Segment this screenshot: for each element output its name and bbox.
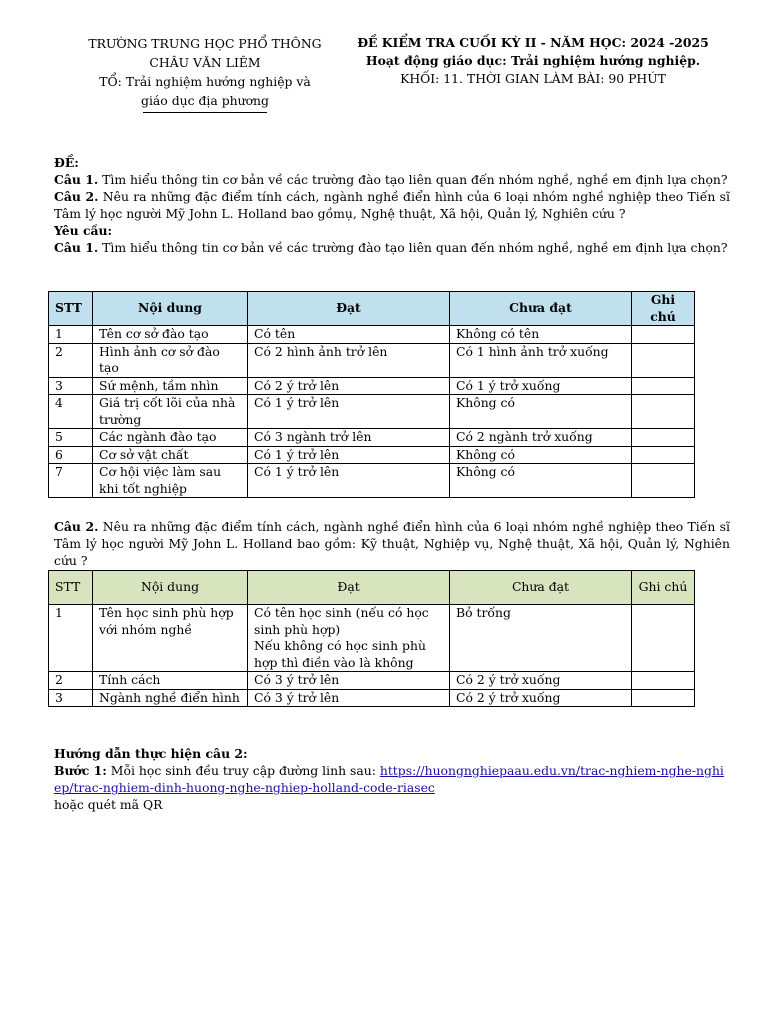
- table-row: [49, 464, 695, 498]
- table-cell: Có 3 ý trở lên: [248, 689, 450, 707]
- table2-header-row: [49, 571, 695, 605]
- table-cell: Có tên: [248, 326, 450, 344]
- step1-text: Mỗi học sinh đều truy cập đường linh sau:: [106, 763, 380, 778]
- table-cell: Có 1 ý trở lên: [248, 395, 450, 429]
- table-cell: 1: [49, 326, 93, 344]
- table-cell: Sứ mệnh, tầm nhìn: [93, 377, 248, 395]
- table-cell: Ngành nghề điển hình: [93, 689, 248, 707]
- table-cell: Không có tên: [450, 326, 632, 344]
- table2-header-fail: Chưa đạt: [450, 571, 632, 605]
- de-q1-label: Câu 1.: [54, 172, 99, 187]
- criteria-table-2: [48, 570, 695, 707]
- table1-header-fail: Chưa đạt: [450, 292, 632, 326]
- department-line2: giáo dục địa phương: [141, 93, 269, 108]
- table-row: [49, 446, 695, 464]
- table-cell: [632, 326, 695, 344]
- step1-label: Bước 1:: [54, 763, 107, 778]
- table-cell: 7: [49, 464, 93, 498]
- school-name-line2: CHÂU VĂN LIÊM: [149, 55, 261, 70]
- table-cell: Cơ sở vật chất: [93, 446, 248, 464]
- requirements-heading: Yêu cầu:: [54, 223, 113, 238]
- table-row: [49, 689, 695, 707]
- de-q2-text: Nêu ra những đặc điểm tính cách, ngành nghề điển hình của 6 loại nhóm nghề nghiệp theo Tiến sĩ Tâm lý học người Mỹ John L. Holland bao gồmụ, Nghệ thuật, Xã hội, Quản lý, Nghiên cứu ?: [54, 189, 730, 221]
- table1-header-stt: STT: [49, 292, 93, 326]
- table-cell: [632, 343, 695, 377]
- table-cell: [632, 605, 695, 672]
- table-cell: Tên cơ sở đào tạo: [93, 326, 248, 344]
- holland-test-link[interactable]: https://huongnghiepaau.edu.vn/trac-nghiem-nghe-nghiep/trac-nghiem-dinh-huong-nghe-nghiep-holland-code-riasec: [54, 763, 724, 795]
- guide-step-1: [54, 762, 730, 796]
- table-cell: Có 2 hình ảnh trở lên: [248, 343, 450, 377]
- exam-header: [338, 34, 728, 88]
- table-row: [49, 605, 695, 672]
- table-cell: Có 2 ý trở lên: [248, 377, 450, 395]
- de-q2-label: Câu 2.: [54, 189, 99, 204]
- table-row: [49, 429, 695, 447]
- table-cell: Không có: [450, 446, 632, 464]
- table1-header-row: [49, 292, 695, 326]
- table-cell: 1: [49, 605, 93, 672]
- table-cell: 2: [49, 343, 93, 377]
- table-cell: [632, 672, 695, 690]
- req-q2-label: Câu 2.: [54, 519, 99, 534]
- table2-header-stt: STT: [49, 571, 93, 605]
- table-cell: Có 3 ý trở lên: [248, 672, 450, 690]
- requirement-question-1: [54, 239, 730, 256]
- table-cell: Bỏ trống: [450, 605, 632, 672]
- exam-title: ĐỀ KIỂM TRA CUỐI KỲ II - NĂM HỌC: 2024 -2025: [357, 35, 709, 50]
- table-cell: Có 2 ngành trở xuống: [450, 429, 632, 447]
- table-cell: 6: [49, 446, 93, 464]
- table-row: [49, 672, 695, 690]
- table2-header-content: Nội dung: [93, 571, 248, 605]
- table1-header-content: Nội dung: [93, 292, 248, 326]
- guide-section: [54, 745, 730, 813]
- de-question-2: [54, 188, 730, 222]
- table-cell: Có 2 ý trở xuống: [450, 689, 632, 707]
- exam-questions: [54, 154, 730, 256]
- school-header: [70, 34, 340, 113]
- table-row: [49, 343, 695, 377]
- table-cell: 3: [49, 377, 93, 395]
- department-line1: TỔ: Trải nghiệm hướng nghiệp và: [99, 74, 311, 89]
- table-cell: 5: [49, 429, 93, 447]
- table-row: [49, 377, 695, 395]
- de-question-1: [54, 171, 730, 188]
- table-cell: Có 3 ngành trở lên: [248, 429, 450, 447]
- table-cell: Có 1 ý trở lên: [248, 446, 450, 464]
- exam-grade-time: KHỐI: 11. THỜI GIAN LÀM BÀI: 90 PHÚT: [400, 71, 666, 86]
- table-cell: Có 1 ý trở lên: [248, 464, 450, 498]
- de-q1-text: Tìm hiểu thông tin cơ bản về các trường đào tạo liên quan đến nhóm nghề, nghề em định lựa chọn?: [98, 172, 728, 187]
- req-q2-text: Nêu ra những đặc điểm tính cách, ngành nghề điển hình của 6 loại nhóm nghề nghiệp theo Tiến sĩ Tâm lý học người Mỹ John L. Holland bao gồm: Kỹ thuật, Nghiệp vụ, Nghệ thuật, Xã hội, Quản lý, Nghiên cứu ?: [54, 519, 730, 568]
- table-cell: [632, 689, 695, 707]
- school-name-line1: TRƯỜNG TRUNG HỌC PHỔ THÔNG: [88, 36, 322, 51]
- table-cell: 4: [49, 395, 93, 429]
- de-heading: ĐỀ:: [54, 155, 79, 170]
- table-cell: [632, 429, 695, 447]
- exam-activity: Hoạt động giáo dục: Trải nghiệm hướng nghiệp.: [365, 53, 701, 68]
- table2-header-note: Ghi chú: [632, 571, 695, 605]
- table-cell: Tên học sinh phù hợp với nhóm nghề: [93, 605, 248, 672]
- req-q1-label: Câu 1.: [54, 240, 99, 255]
- table-cell: Có 2 ý trở xuống: [450, 672, 632, 690]
- table-cell: Có 1 ý trở xuống: [450, 377, 632, 395]
- table-cell: Tính cách: [93, 672, 248, 690]
- table-cell: 2: [49, 672, 93, 690]
- table-cell: Có tên học sinh (nếu có học sinh phù hợp) Nếu không có học sinh phù hợp thì điền vào là không: [248, 605, 450, 672]
- header-underline: [143, 112, 267, 113]
- table-cell: 3: [49, 689, 93, 707]
- table1-header-note: Ghi chú: [632, 292, 695, 326]
- table-cell: Có 1 hình ảnh trở xuống: [450, 343, 632, 377]
- table1-header-pass: Đạt: [248, 292, 450, 326]
- table-cell: [632, 446, 695, 464]
- table-cell: Các ngành đào tạo: [93, 429, 248, 447]
- req-q1-text: Tìm hiểu thông tin cơ bản về các trường đào tạo liên quan đến nhóm nghề, nghề em định lựa chọn?: [98, 240, 728, 255]
- table2-header-pass: Đạt: [248, 571, 450, 605]
- table-cell: Không có: [450, 464, 632, 498]
- table-cell: Không có: [450, 395, 632, 429]
- table-cell: [632, 395, 695, 429]
- table-row: [49, 326, 695, 344]
- qr-instruction: hoặc quét mã QR: [54, 797, 163, 812]
- criteria-table-1: [48, 291, 695, 498]
- guide-heading: Hướng dẫn thực hiện câu 2:: [54, 746, 248, 761]
- table-cell: Cơ hội việc làm sau khi tốt nghiệp: [93, 464, 248, 498]
- table-cell: [632, 464, 695, 498]
- table-cell: [632, 377, 695, 395]
- requirement-question-2: [54, 518, 730, 569]
- table-cell: Giá trị cốt lõi của nhà trường: [93, 395, 248, 429]
- table-row: [49, 395, 695, 429]
- table-cell: Hình ảnh cơ sở đào tạo: [93, 343, 248, 377]
